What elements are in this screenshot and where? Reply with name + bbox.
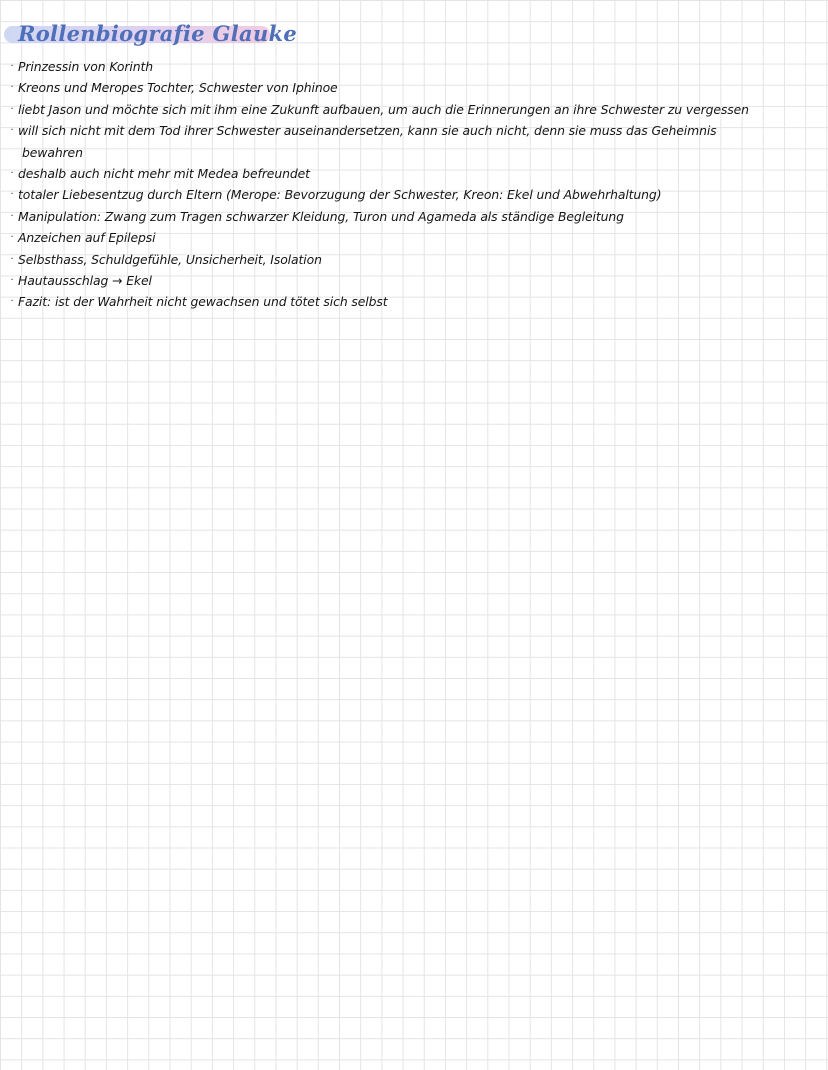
note-line (6, 270, 822, 291)
bullet-dot: · (10, 189, 14, 201)
note-line (6, 291, 822, 312)
note-text: Fazit: ist der Wahrheit nicht gewachsen und tötet sich selbst (18, 294, 388, 310)
note-line (6, 227, 822, 248)
bullet-dot: · (10, 253, 14, 265)
note-line (6, 77, 822, 98)
page-title: Rollenbiografie Glauke (18, 21, 298, 46)
note-line (6, 184, 822, 205)
note-line (6, 163, 822, 184)
note-text: Prinzessin von Korinth (18, 59, 154, 74)
note-text: bewahren (22, 144, 83, 160)
bullet-dot: · (10, 296, 14, 308)
note-line (6, 249, 822, 270)
bullet-dot: · (10, 210, 14, 222)
note-text: Anzeichen auf Epilepsi (18, 230, 156, 246)
note-line (6, 99, 822, 120)
note-line (6, 56, 822, 77)
note-line (6, 120, 822, 141)
note-text: Kreons und Meropes Tochter, Schwester von Iphinoe (18, 80, 338, 96)
note-text: deshalb auch nicht mehr mit Medea befreundet (18, 165, 310, 181)
bullet-dot: · (10, 232, 14, 244)
title-area (4, 20, 297, 48)
bullet-dot: · (10, 82, 14, 94)
note-text: will sich nicht mit dem Tod ihrer Schwester auseinandersetzen, kann sie auch nicht, denn sie muss das Geheimnis (18, 123, 717, 139)
note-line-continuation (6, 142, 822, 163)
note-lines (6, 56, 822, 313)
bullet-dot: · (10, 167, 14, 179)
note-text: Hautausschlag → Ekel (18, 272, 152, 288)
note-line (6, 206, 822, 227)
bullet-dot: · (10, 103, 14, 115)
bullet-dot: · (10, 61, 14, 72)
bullet-dot: · (10, 125, 14, 137)
note-text: Selbsthass, Schuldgefühle, Unsicherheit, Isolation (18, 251, 322, 267)
note-text: totaler Liebesentzug durch Eltern (Merope: Bevorzugung der Schwester, Kreon: Ekel und Abwehrhaltung) (18, 187, 662, 203)
note-text: Manipulation: Zwang zum Tragen schwarzer Kleidung, Turon und Agameda als ständige Begleitung (18, 208, 624, 224)
note-text: liebt Jason und möchte sich mit ihm eine Zukunft aufbauen, um auch die Erinnerungen an ihre Schwester zu vergessen (18, 101, 749, 117)
bullet-dot: · (10, 274, 14, 286)
